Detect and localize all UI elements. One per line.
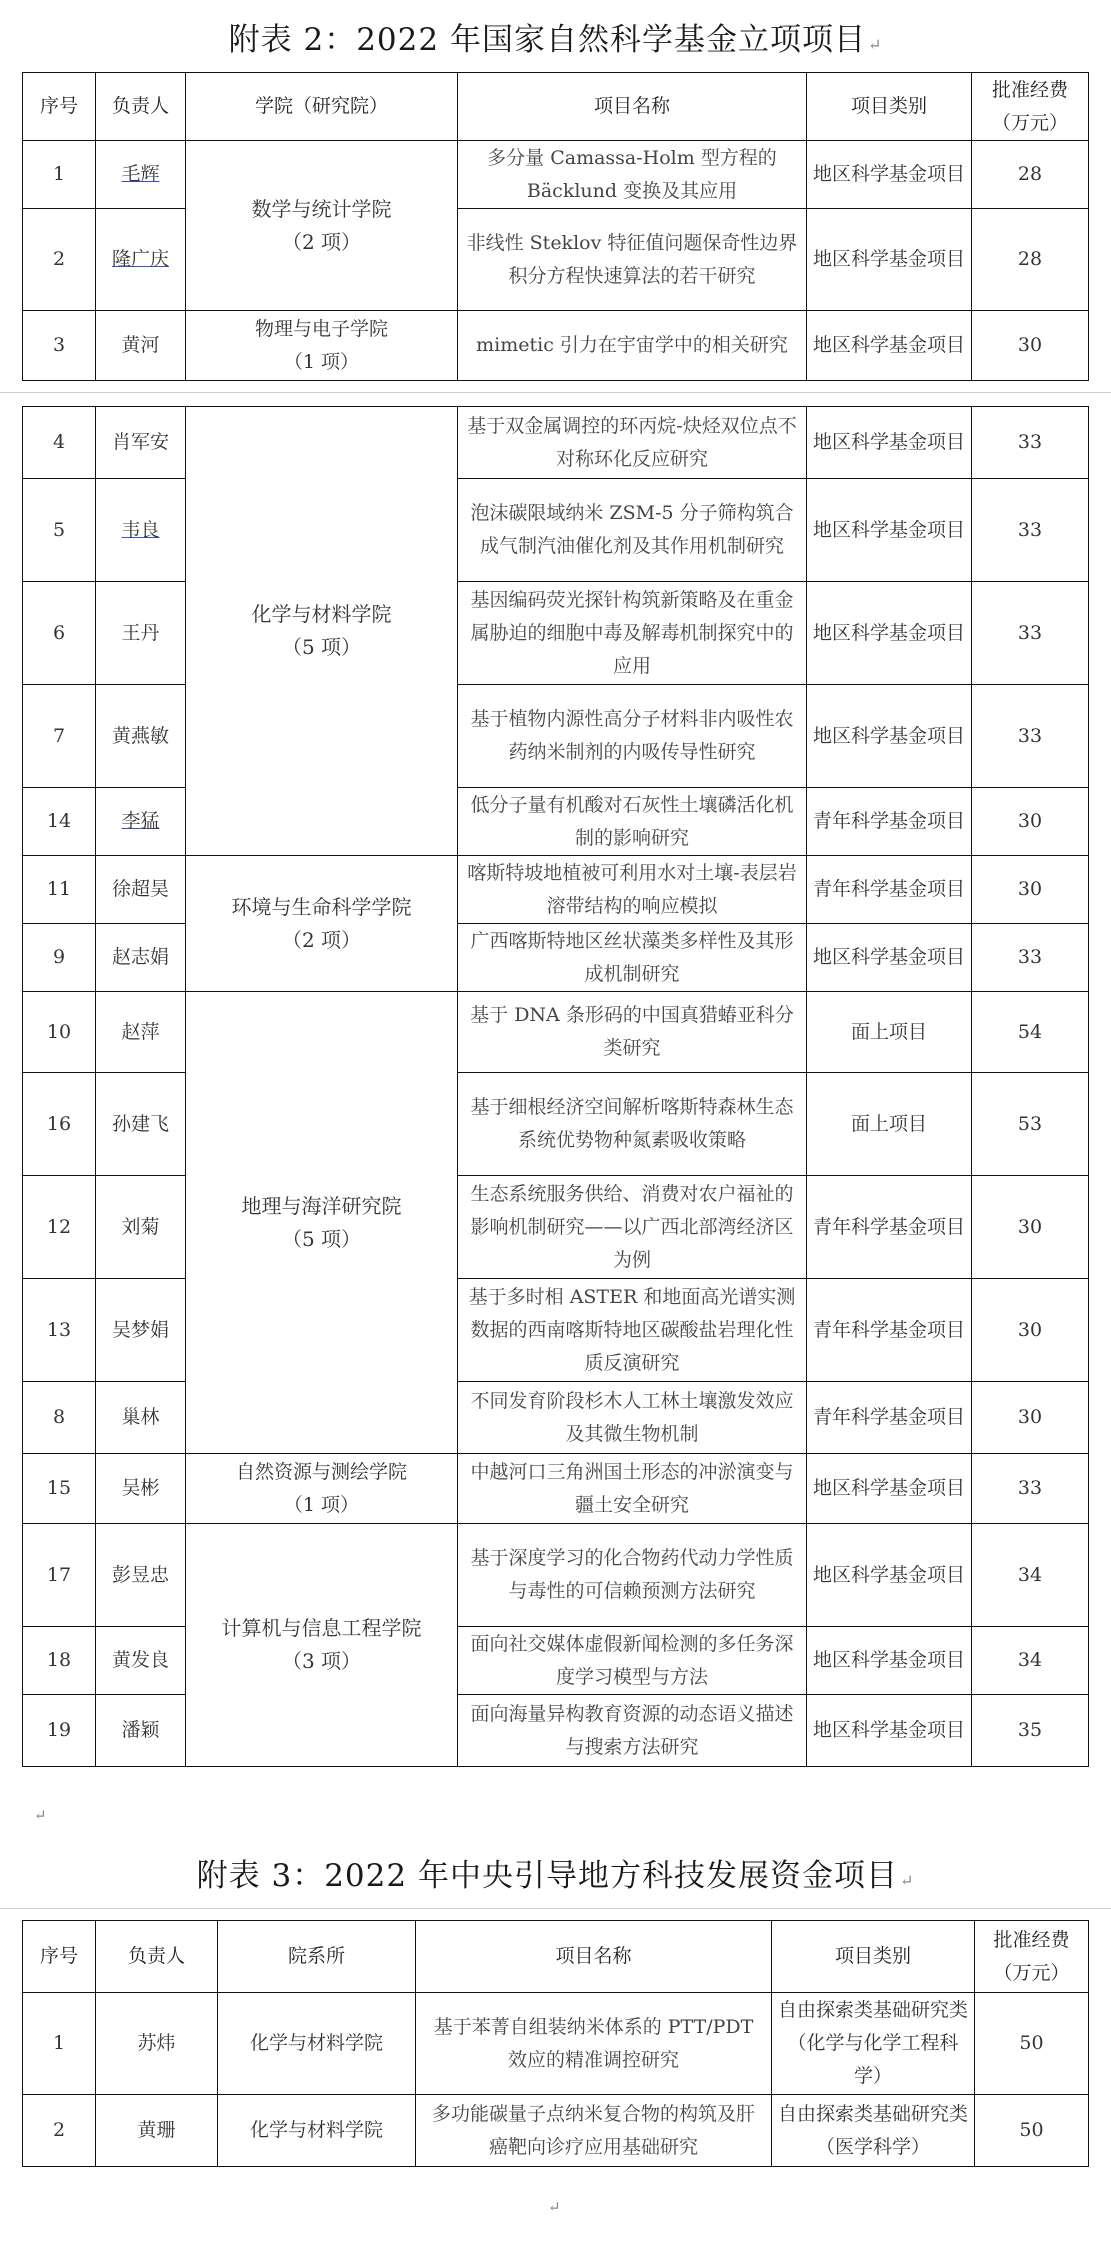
row-project-type: 地区科学基金项目 <box>807 685 972 788</box>
row-project-name: 非线性 Steklov 特征值问题保奇性边界积分方程快速算法的若干研究 <box>458 209 807 311</box>
row-project-type: 地区科学基金项目 <box>807 1524 972 1627</box>
row-project-name: 基于苯菁自组装纳米体系的 PTT/PDT 效应的精准调控研究 <box>416 1993 772 2095</box>
header-no: 序号 <box>23 73 96 141</box>
row-fund: 34 <box>972 1627 1089 1695</box>
row-project-name: 多分量 Camassa-Holm 型方程的 Bäcklund 变换及其应用 <box>458 141 807 209</box>
row-fund: 30 <box>972 311 1089 381</box>
row-no: 2 <box>23 2095 96 2167</box>
table-row <box>23 407 1089 479</box>
row-no: 2 <box>23 209 96 311</box>
row-leader: 赵萍 <box>96 992 186 1073</box>
row-no: 11 <box>23 856 96 924</box>
row-project-name: 多功能碳量子点纳米复合物的构筑及肝癌靶向诊疗应用基础研究 <box>416 2095 772 2167</box>
row-no: 1 <box>23 1993 96 2095</box>
row-fund: 33 <box>972 685 1089 788</box>
table-row <box>23 1695 1089 1767</box>
row-fund: 50 <box>975 1993 1089 2095</box>
college-cell: 化学与材料学院 （5 项） <box>186 407 458 856</box>
row-leader: 苏炜 <box>96 1993 218 2095</box>
row-project-type: 青年科学基金项目 <box>807 788 972 856</box>
row-no: 19 <box>23 1695 96 1767</box>
row-dept: 化学与材料学院 <box>218 1993 416 2095</box>
row-fund: 28 <box>972 141 1089 209</box>
table-row <box>23 141 1089 209</box>
row-no: 13 <box>23 1279 96 1382</box>
row-fund: 30 <box>972 1176 1089 1279</box>
row-project-name: 基于细根经济空间解析喀斯特森林生态系统优势物种氮素吸收策略 <box>458 1073 807 1176</box>
table-row <box>23 1627 1089 1695</box>
row-project-type: 地区科学基金项目 <box>807 209 972 311</box>
row-no: 14 <box>23 788 96 856</box>
row-project-name: 面向社交媒体虚假新闻检测的多任务深度学习模型与方法 <box>458 1627 807 1695</box>
row-fund: 33 <box>972 407 1089 479</box>
table3 <box>22 1920 1089 2167</box>
row-no: 1 <box>23 141 96 209</box>
row-leader: 吴彬 <box>96 1454 186 1524</box>
table-row <box>23 992 1089 1073</box>
table-row <box>23 1073 1089 1176</box>
row-project-type: 地区科学基金项目 <box>807 407 972 479</box>
row-no: 9 <box>23 924 96 992</box>
header-college: 学院（研究院） <box>186 73 458 141</box>
row-project-type: 地区科学基金项目 <box>807 924 972 992</box>
row-project-type: 地区科学基金项目 <box>807 479 972 582</box>
header-fund: 批准经费 （万元） <box>972 73 1089 141</box>
row-leader: 黄珊 <box>96 2095 218 2167</box>
row-leader: 赵志娟 <box>96 924 186 992</box>
row-no: 16 <box>23 1073 96 1176</box>
table-row <box>23 582 1089 685</box>
row-project-name: 基于深度学习的化合物药代动力学性质与毒性的可信赖预测方法研究 <box>458 1524 807 1627</box>
table2-part1 <box>22 72 1089 381</box>
row-fund: 33 <box>972 1454 1089 1524</box>
row-project-type: 地区科学基金项目 <box>807 1627 972 1695</box>
row-leader: 黄河 <box>96 311 186 381</box>
college-cell: 地理与海洋研究院 （5 项） <box>186 992 458 1454</box>
row-project-name: 喀斯特坡地植被可利用水对土壤-表层岩溶带结构的响应模拟 <box>458 856 807 924</box>
row-project-name: 基于双金属调控的环丙烷-炔烃双位点不对称环化反应研究 <box>458 407 807 479</box>
row-project-name: 面向海量异构教育资源的动态语义描述与搜索方法研究 <box>458 1695 807 1767</box>
row-leader: 孙建飞 <box>96 1073 186 1176</box>
row-fund: 35 <box>972 1695 1089 1767</box>
row-leader: 巢林 <box>96 1382 186 1454</box>
table-row <box>23 311 1089 381</box>
row-fund: 54 <box>972 992 1089 1073</box>
row-project-type: 地区科学基金项目 <box>807 1454 972 1524</box>
table-row <box>23 788 1089 856</box>
row-leader: 黄燕敏 <box>96 685 186 788</box>
table-row <box>23 924 1089 992</box>
row-fund: 30 <box>972 1382 1089 1454</box>
row-leader: 彭昱忠 <box>96 1524 186 1627</box>
row-no: 15 <box>23 1454 96 1524</box>
row-no: 7 <box>23 685 96 788</box>
table-row <box>23 209 1089 311</box>
table-row <box>23 479 1089 582</box>
row-project-name: 基因编码荧光探针构筑新策略及在重金属胁迫的细胞中毒及解毒机制探究中的应用 <box>458 582 807 685</box>
college-cell: 数学与统计学院 （2 项） <box>186 141 458 311</box>
row-leader: 肖军安 <box>96 407 186 479</box>
table-row <box>23 1993 1089 2095</box>
row-fund: 33 <box>972 924 1089 992</box>
row-fund: 28 <box>972 209 1089 311</box>
row-no: 17 <box>23 1524 96 1627</box>
row-project-name: 中越河口三角洲国土形态的冲淤演变与疆土安全研究 <box>458 1454 807 1524</box>
row-no: 3 <box>23 311 96 381</box>
row-project-type: 地区科学基金项目 <box>807 311 972 381</box>
row-project-type: 地区科学基金项目 <box>807 582 972 685</box>
row-no: 18 <box>23 1627 96 1695</box>
header-leader: 负责人 <box>96 73 186 141</box>
row-no: 4 <box>23 407 96 479</box>
row-leader: 李猛 <box>96 788 186 856</box>
row-fund: 34 <box>972 1524 1089 1627</box>
row-fund: 33 <box>972 479 1089 582</box>
row-leader: 毛辉 <box>96 141 186 209</box>
header-project-type: 项目类别 <box>807 73 972 141</box>
college-cell: 环境与生命科学学院 （2 项） <box>186 856 458 992</box>
paragraph-mark: ↵ <box>548 2198 561 2216</box>
table-row <box>23 856 1089 924</box>
row-project-name: 生态系统服务供给、消费对农户福祉的影响机制研究——以广西北部湾经济区为例 <box>458 1176 807 1279</box>
row-fund: 30 <box>972 856 1089 924</box>
row-project-type: 青年科学基金项目 <box>807 1279 972 1382</box>
row-leader: 王丹 <box>96 582 186 685</box>
table2-part2 <box>22 406 1089 1767</box>
college-cell: 物理与电子学院 （1 项） <box>186 311 458 381</box>
row-project-type: 面上项目 <box>807 1073 972 1176</box>
row-project-name: mimetic 引力在宇宙学中的相关研究 <box>458 311 807 381</box>
page-break-line <box>0 1908 1111 1909</box>
row-project-type: 面上项目 <box>807 992 972 1073</box>
row-project-type: 自由探索类基础研究类（化学与化学工程科学） <box>772 1993 975 2095</box>
row-project-type: 地区科学基金项目 <box>807 1695 972 1767</box>
row-project-name: 不同发育阶段杉木人工林土壤激发效应及其微生物机制 <box>458 1382 807 1454</box>
row-no: 5 <box>23 479 96 582</box>
row-no: 8 <box>23 1382 96 1454</box>
row-project-name: 基于植物内源性高分子材料非内吸性农药纳米制剂的内吸传导性研究 <box>458 685 807 788</box>
page-break-line <box>0 392 1111 393</box>
row-leader: 刘菊 <box>96 1176 186 1279</box>
header-project-name: 项目名称 <box>416 1921 772 1993</box>
row-project-type: 青年科学基金项目 <box>807 856 972 924</box>
row-project-type: 青年科学基金项目 <box>807 1382 972 1454</box>
row-project-name: 广西喀斯特地区丝状藻类多样性及其形成机制研究 <box>458 924 807 992</box>
table-row <box>23 1279 1089 1382</box>
header-no: 序号 <box>23 1921 96 1993</box>
row-leader: 黄发良 <box>96 1627 186 1695</box>
row-no: 10 <box>23 992 96 1073</box>
table3-title: 附表 3：2022 年中央引导地方科技发展资金项目 ↵ <box>196 1858 915 1894</box>
row-project-type: 自由探索类基础研究类（医学科学） <box>772 2095 975 2167</box>
row-project-type: 地区科学基金项目 <box>807 141 972 209</box>
row-project-name: 基于多时相 ASTER 和地面高光谱实测数据的西南喀斯特地区碳酸盐岩理化性质反演研究 <box>458 1279 807 1382</box>
row-project-type: 青年科学基金项目 <box>807 1176 972 1279</box>
header-project-type: 项目类别 <box>772 1921 975 1993</box>
table-row <box>23 2095 1089 2167</box>
row-no: 12 <box>23 1176 96 1279</box>
table-row <box>23 1524 1089 1627</box>
header-project-name: 项目名称 <box>458 73 807 141</box>
row-no: 6 <box>23 582 96 685</box>
table2-title: 附表 2：2022 年国家自然科学基金立项项目 ↵ <box>228 22 883 58</box>
paragraph-mark: ↵ <box>34 1806 47 1824</box>
table-row <box>23 1176 1089 1279</box>
table2-header-row <box>23 73 1089 141</box>
row-project-name: 基于 DNA 条形码的中国真猎蝽亚科分类研究 <box>458 992 807 1073</box>
row-leader: 吴梦娟 <box>96 1279 186 1382</box>
table-row <box>23 685 1089 788</box>
row-fund: 50 <box>975 2095 1089 2167</box>
college-cell: 自然资源与测绘学院 （1 项） <box>186 1454 458 1524</box>
table-row <box>23 1454 1089 1524</box>
header-dept: 院系所 <box>218 1921 416 1993</box>
row-leader: 徐超昊 <box>96 856 186 924</box>
row-project-name: 泡沫碳限域纳米 ZSM-5 分子筛构筑合成气制汽油催化剂及其作用机制研究 <box>458 479 807 582</box>
table-row <box>23 1382 1089 1454</box>
row-leader: 隆广庆 <box>96 209 186 311</box>
college-cell: 计算机与信息工程学院 （3 项） <box>186 1524 458 1767</box>
header-fund: 批准经费 （万元） <box>975 1921 1089 1993</box>
row-fund: 30 <box>972 1279 1089 1382</box>
row-fund: 33 <box>972 582 1089 685</box>
row-fund: 30 <box>972 788 1089 856</box>
row-fund: 53 <box>972 1073 1089 1176</box>
row-dept: 化学与材料学院 <box>218 2095 416 2167</box>
table3-header-row <box>23 1921 1089 1993</box>
header-leader: 负责人 <box>96 1921 218 1993</box>
row-leader: 潘颖 <box>96 1695 186 1767</box>
row-leader: 韦良 <box>96 479 186 582</box>
row-project-name: 低分子量有机酸对石灰性土壤磷活化机制的影响研究 <box>458 788 807 856</box>
